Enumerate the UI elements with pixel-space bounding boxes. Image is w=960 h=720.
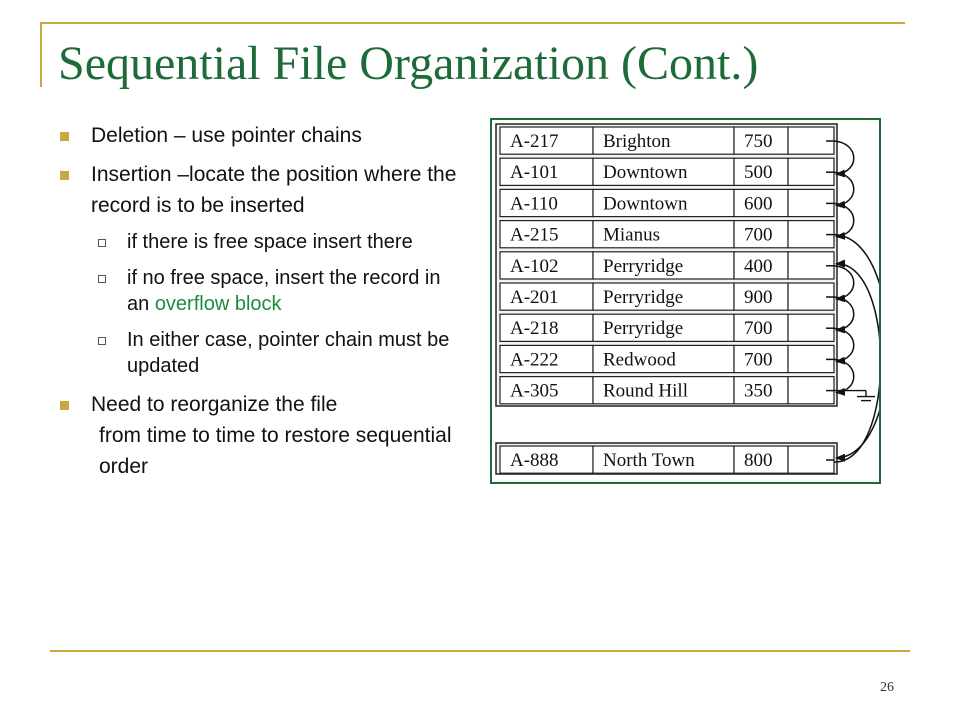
square-bullet-icon [60,401,69,410]
record-balance: 750 [744,131,773,152]
record-balance: 700 [744,349,773,371]
record-account: A-218 [510,318,559,340]
subbullet-free-space [58,229,468,255]
frame-left-rule [40,22,42,87]
record-row-4 [500,252,834,279]
bullet-list [58,120,468,490]
record-balance: 800 [744,450,773,471]
record-account: A-217 [510,131,559,152]
record-balance: 900 [744,287,773,308]
pointer-arrow [834,264,879,462]
hollow-square-bullet-icon [98,239,106,247]
pointer-chain-diagram [492,120,879,482]
record-row-0 [500,127,834,154]
hollow-square-bullet-icon [98,275,106,283]
subbullet-overflow [58,265,468,317]
record-branch: Perryridge [603,255,684,277]
record-account: A-305 [510,380,559,402]
subbullet-pointer-chain-text: In either case, pointer chain must be updated [127,329,450,377]
bullet-insertion [58,159,468,221]
record-row-5 [500,283,834,310]
slide-title: Sequential File Organization (Cont.) [58,37,759,90]
bullet-deletion-text: Deletion – use pointer chains [91,124,362,147]
record-row-1 [500,158,834,185]
record-balance: 700 [744,318,773,340]
record-account: A-222 [510,349,559,371]
sequential-file-figure [490,118,881,484]
record-row-6 [500,314,834,341]
subbullet-pointer-chain [58,327,468,379]
record-branch: Downtown [603,193,688,215]
record-balance: 400 [744,255,773,277]
subbullet-overflow-text: if no free space, insert the record in an [127,267,441,315]
record-account: A-215 [510,224,559,246]
frame-top-rule [40,22,905,24]
record-branch: Perryridge [603,287,684,308]
record-balance: 500 [744,162,773,184]
record-balance: 600 [744,193,773,215]
record-account: A-101 [510,162,559,184]
record-account: A-110 [510,193,558,215]
record-branch: North Town [603,450,695,471]
overflow-block-highlight: overflow block [154,293,282,315]
square-bullet-icon [60,171,69,180]
record-account: A-102 [510,255,559,277]
record-branch: Brighton [603,131,671,152]
record-branch: Perryridge [603,318,684,340]
bullet-reorganize-line2: from time to time to restore sequential order [99,424,452,478]
record-row-7 [500,345,834,372]
page-number: 26 [880,680,894,695]
record-branch: Mianus [603,224,660,246]
record-branch: Round Hill [603,380,688,402]
bullet-reorganize [58,389,468,482]
overflow-record-row-0 [500,446,834,473]
record-branch: Downtown [603,162,688,184]
record-row-8 [500,377,834,404]
square-bullet-icon [60,132,69,141]
record-account: A-888 [510,450,559,471]
record-branch: Redwood [603,349,676,371]
frame-bottom-rule [50,650,910,652]
bullet-reorganize-line1: Need to reorganize the file [91,393,338,416]
bullet-insertion-text: Insertion –locate the position where the record is to be inserted [91,163,457,217]
record-row-3 [500,221,834,248]
subbullet-free-space-text: if there is free space insert there [127,231,413,253]
bullet-deletion [58,120,468,151]
record-account: A-201 [510,287,559,308]
record-balance: 700 [744,224,773,246]
record-balance: 350 [744,380,773,402]
record-row-2 [500,189,834,216]
hollow-square-bullet-icon [98,337,106,345]
